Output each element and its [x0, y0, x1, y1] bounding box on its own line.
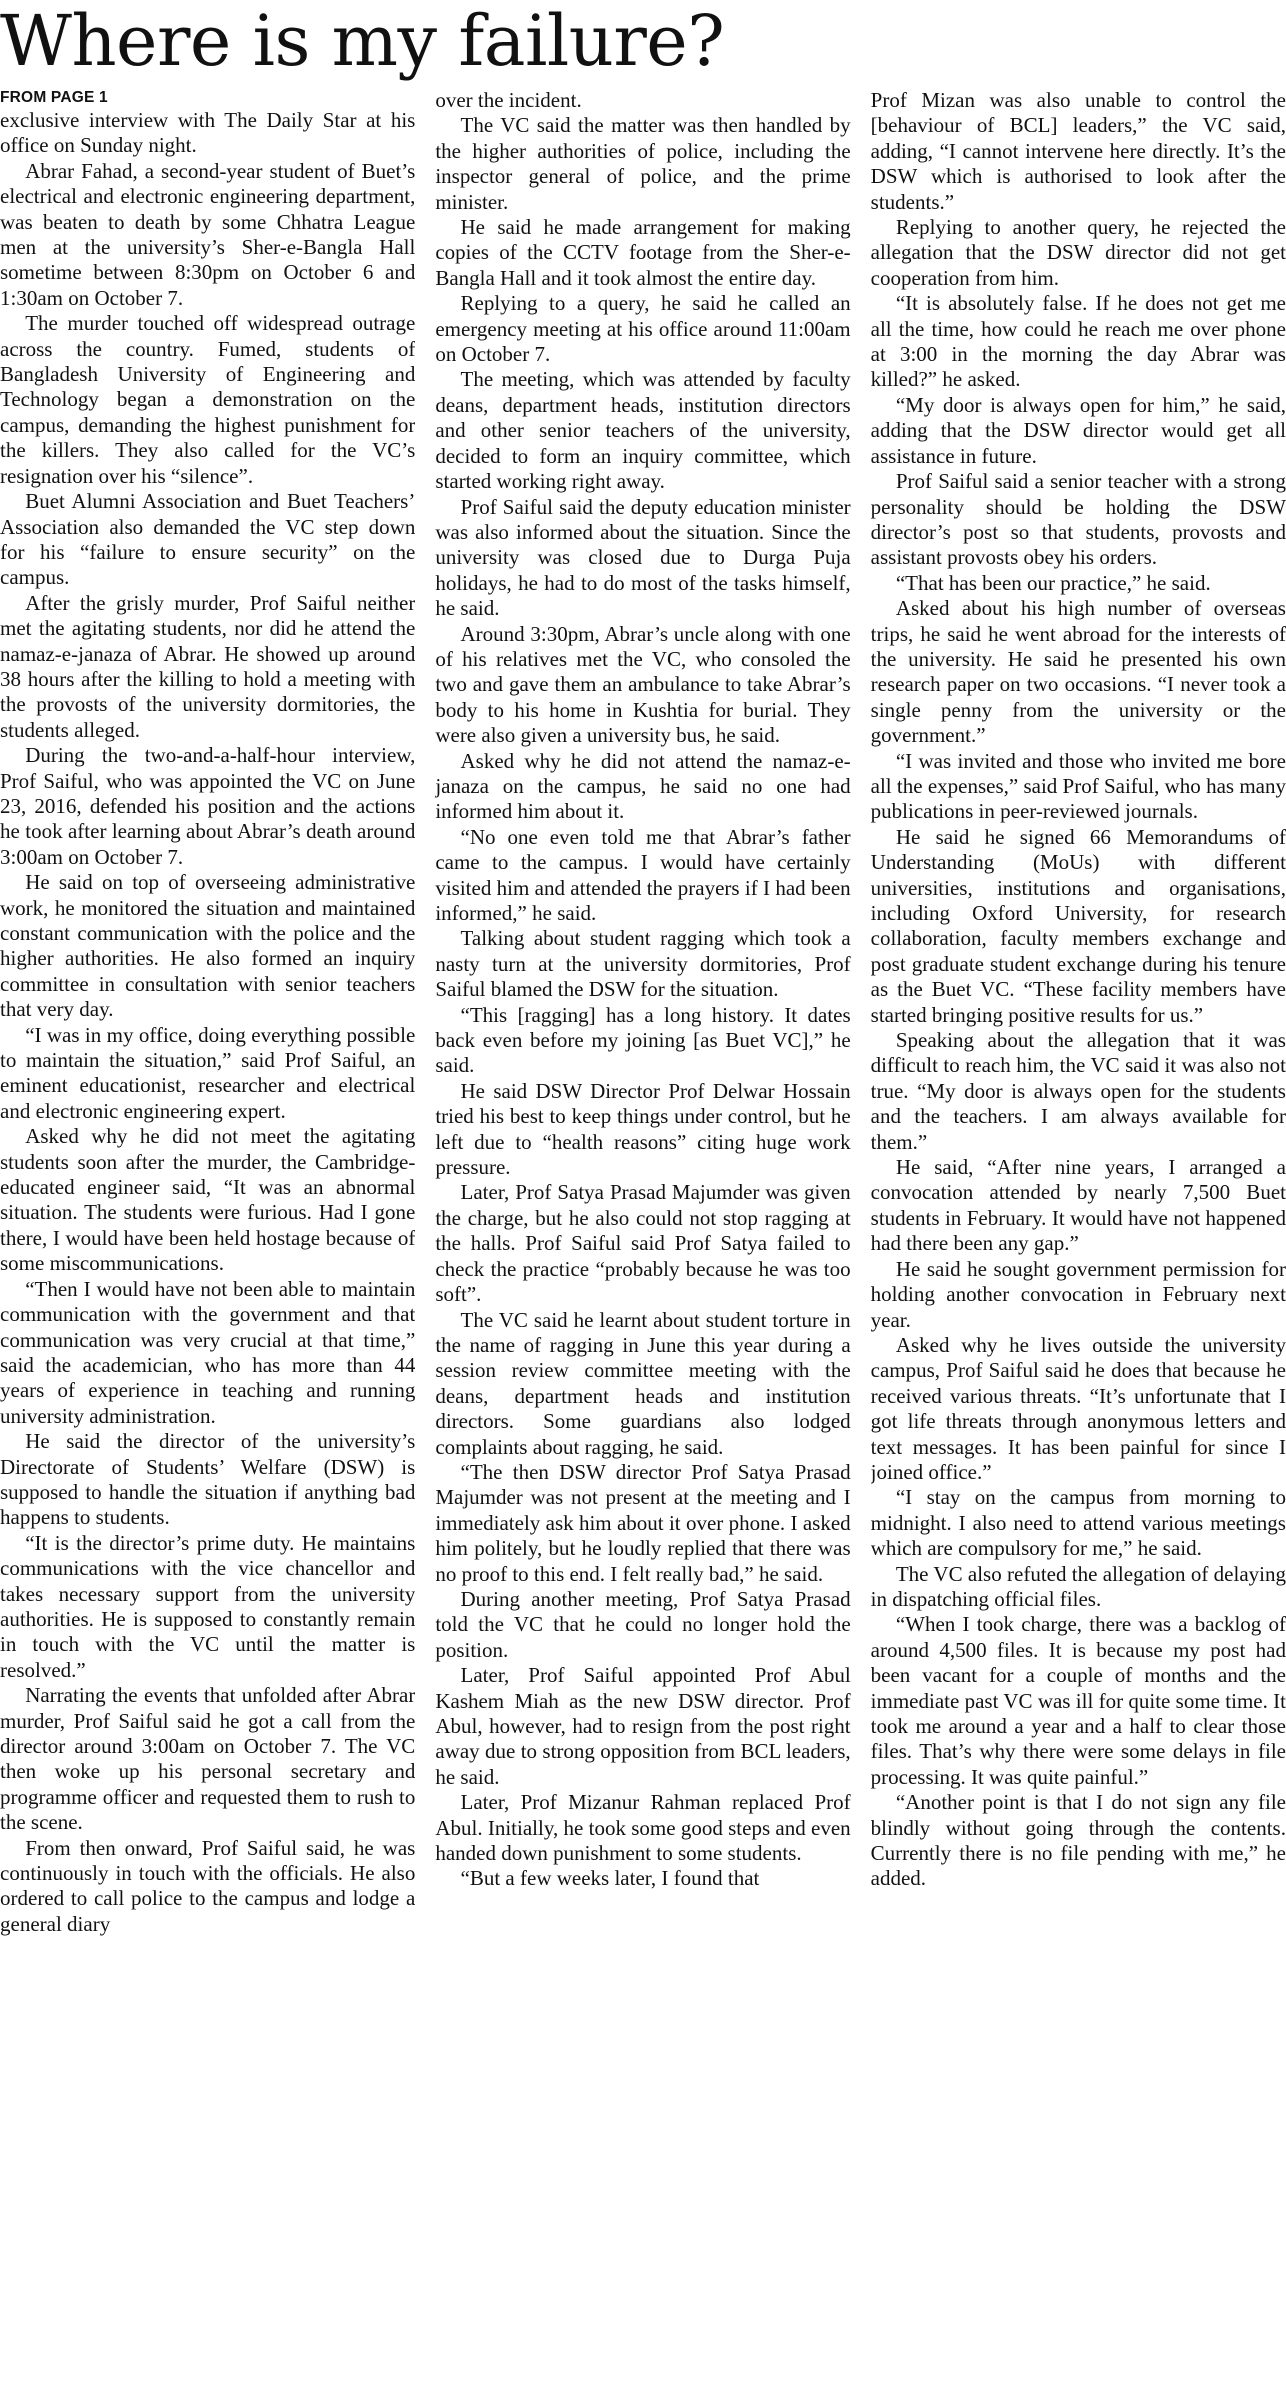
article-paragraph: Abrar Fahad, a second-year student of Buet’s electrical and electronic engineering department, was beaten to death by some Chhatra League men at the university’s Sher-e-Bangla Hall sometime between 8:30pm on October 6 and 1:30am on October 7.: [0, 158, 416, 310]
article-paragraph: After the grisly murder, Prof Saiful neither met the agitating students, nor did he attend the namaz-e-janaza of Abrar. He showed up around 38 hours after the killing to hold a meeting with the provosts of the university dormitories, the students alleged.: [0, 590, 416, 742]
article-paragraph: exclusive interview with The Daily Star at his office on Sunday night.: [0, 108, 416, 158]
article-paragraph: “But a few weeks later, I found that: [460, 1866, 760, 1891]
article-paragraph: Asked why he lives outside the university campus, Prof Saiful said he does that because he received various threats. “It’s unfortunate that I got life threats through anonymous letters and text messages. It has been painful for since I joined office.”: [870, 1332, 1286, 1484]
article-paragraph: Later, Prof Satya Prasad Majumder was given the charge, but he also could not stop ragging at the halls. Prof Saiful said Prof Satya failed to check the practice “probably because he was too soft”.: [435, 1180, 851, 1307]
article-paragraph: Asked about his high number of overseas trips, he said he went abroad for the interests of the university. He said he presented his own research paper on two occasions. “I never took a single penny from the university or the government.”: [870, 596, 1286, 748]
article-column-2: [435, 88, 850, 2398]
headline: Where is my failure?: [0, 0, 725, 82]
article-paragraph: Prof Mizan was also unable to control the [behaviour of BCL] leaders,” the VC said, adding, “I cannot intervene here directly. It’s the DSW which is authorised to look after the students.”: [870, 88, 1286, 214]
article-paragraph: Prof Saiful said the deputy education minister was also informed about the situation. Since the university was closed due to Durga Puja holidays, he had to do most of the tasks himself, he said.: [435, 494, 851, 621]
article-paragraph: From then onward, Prof Saiful said, he was continuously in touch with the officials. He also ordered to call police to the campus and lodge a general diary: [0, 1835, 416, 1936]
article-paragraph: Narrating the events that unfolded after Abrar murder, Prof Saiful said he got a call from the director around 3:00am on October 7. The VC then woke up his personal secretary and programme officer and requested them to rush to the scene.: [0, 1683, 416, 1835]
article-column-3: [871, 88, 1286, 2398]
article-paragraph: “I was invited and those who invited me bore all the expenses,” said Prof Saiful, who has many publications in peer-reviewed journals.: [870, 748, 1286, 824]
article-paragraph: During another meeting, Prof Satya Prasad told the VC that he could no longer hold the position.: [435, 1586, 851, 1662]
article-paragraph: Later, Prof Saiful appointed Prof Abul Kashem Miah as the new DSW director. Prof Abul, however, had to resign from the post right away due to strong opposition from BCL leaders, he said.: [435, 1663, 851, 1789]
article-column-1: [0, 88, 415, 2398]
dateline: FROM PAGE 1: [0, 89, 108, 106]
article-paragraph: He said, “After nine years, I arranged a convocation attended by nearly 7,500 Buet students in February. It would have not happened had there been any gap.”: [870, 1155, 1286, 1256]
article-paragraph: Later, Prof Mizanur Rahman replaced Prof Abul. Initially, he took some good steps and even handed down punishment to some students.: [435, 1790, 851, 1866]
article-paragraph: “The then DSW director Prof Satya Prasad Majumder was not present at the meeting and I immediately ask him about it over phone. I asked him politely, but he loudly replied that there was no proof to this end. I felt really bad,” he said.: [435, 1459, 851, 1586]
article-paragraph: He said the director of the university’s Directorate of Students’ Welfare (DSW) is supposed to handle the situation if anything bad happens to students.: [0, 1429, 416, 1530]
article-paragraph: He said DSW Director Prof Delwar Hossain tried his best to keep things under control, but he left due to “health reasons” citing huge work pressure.: [435, 1078, 851, 1180]
article-paragraph: He said he signed 66 Memorandums of Understanding (MoUs) with different universities, institutions and organisations, including Oxford University, for research collaboration, faculty members exchange and post graduate student exchange during his tenure as the Buet VC. “These facility members have started bringing positive results for us.”: [870, 824, 1286, 1027]
article-paragraph: “I stay on the campus from morning to midnight. I also need to attend various meetings which are compulsory for me,” he said.: [870, 1485, 1286, 1561]
article-paragraph: “That has been our practice,” he said.: [895, 570, 1211, 595]
article-paragraph: During the two-and-a-half-hour interview, Prof Saiful, who was appointed the VC on June 23, 2016, defended his position and the actions he took after learning about Abrar’s death around 3:00am on October 7.: [0, 743, 416, 869]
article-paragraph: The meeting, which was attended by faculty deans, department heads, institution directors and other senior teachers of the university, decided to form an inquiry committee, which started working right away.: [435, 367, 851, 494]
article-paragraph: Asked why he did not attend the namaz-e-janaza on the campus, he said no one had informed him about it.: [435, 748, 851, 824]
article-paragraph: “My door is always open for him,” he said, adding that the DSW director would get all assistance in future.: [870, 392, 1286, 468]
article-paragraph: “Another point is that I do not sign any file blindly without going through the contents. Currently there is no file pending with me,” he added.: [870, 1790, 1286, 1891]
article-paragraph: Buet Alumni Association and Buet Teachers’ Association also demanded the VC step down for his “failure to ensure security” on the campus.: [0, 489, 416, 590]
article-paragraph: “I was in my office, doing everything possible to maintain the situation,” said Prof Saiful, an eminent educationist, researcher and electrical and electronic engineering expert.: [0, 1022, 416, 1123]
article-paragraph: “It is absolutely false. If he does not get me all the time, how could he reach me over phone at 3:00 in the morning the day Abrar was killed?” he asked.: [870, 291, 1286, 392]
article-paragraph: “This [ragging] has a long history. It dates back even before my joining [as Buet VC],” he said.: [435, 1002, 851, 1078]
article-paragraph: He said he made arrangement for making copies of the CCTV footage from the Sher-e-Bangla Hall and it took almost the entire day.: [435, 215, 851, 290]
article-paragraph: The VC said the matter was then handled by the higher authorities of police, including the inspector general of police, and the prime minister.: [435, 113, 851, 214]
article-paragraph: Speaking about the allegation that it was difficult to reach him, the VC said it was also not true. “My door is always open for the students and the teachers. I am always available for them.”: [870, 1028, 1286, 1154]
article-paragraph: The VC said he learnt about student torture in the name of ragging in June this year during a session review committee meeting with the deans, department heads and institution directors. Some guardians also lodged complaints about ragging, he said.: [435, 1307, 851, 1459]
article-paragraph: He said he sought government permission for holding another convocation in February next year.: [870, 1256, 1286, 1332]
article-paragraph: over the incident.: [435, 88, 582, 112]
article-paragraph: Prof Saiful said a senior teacher with a strong personality should be holding the DSW director’s post so that students, provosts and assistant provosts obey his orders.: [870, 469, 1286, 570]
article-columns: [0, 88, 1286, 2398]
article-paragraph: Replying to another query, he rejected the allegation that the DSW director did not get cooperation from him.: [870, 215, 1286, 290]
article-paragraph: “Then I would have not been able to maintain communication with the government and that communication was very crucial at that time,” said the academician, who has more than 44 years of experience in teaching and running university administration.: [0, 1276, 416, 1428]
article-paragraph: Talking about student ragging which took a nasty turn at the university dormitories, Prof Saiful blamed the DSW for the situation.: [435, 926, 851, 1002]
article-paragraph: Asked why he did not meet the agitating students soon after the murder, the Cambridge-educated engineer said, “It was an abnormal situation. The students were furious. Had I gone there, I would have been held hostage because of some miscommunications.: [0, 1124, 416, 1276]
article-paragraph: “It is the director’s prime duty. He maintains communications with the vice chancellor and takes necessary support from the university authorities. He is supposed to constantly remain in touch with the VC until the matter is resolved.”: [0, 1530, 416, 1682]
article-paragraph: Around 3:30pm, Abrar’s uncle along with one of his relatives met the VC, who consoled the two and gave them an ambulance to take Abrar’s body to his home in Kushtia for burial. They were also given a university bus, he said.: [435, 621, 851, 748]
article-paragraph: Replying to a query, he said he called an emergency meeting at his office around 11:00am on October 7.: [435, 291, 851, 367]
article-paragraph: “No one even told me that Abrar’s father came to the campus. I would have certainly visited him and attended the prayers if I had been informed,” he said.: [435, 824, 851, 925]
article-paragraph: The VC also refuted the allegation of delaying in dispatching official files.: [870, 1561, 1286, 1611]
article-paragraph: The murder touched off widespread outrage across the country. Fumed, students of Bangladesh University of Engineering and Technology began a demonstration on the campus, demanding the highest punishment for the killers. They also called for the VC’s resignation over his “silence”.: [0, 311, 416, 488]
article-paragraph: He said on top of overseeing administrative work, he monitored the situation and maintained constant communication with the police and the higher authorities. He also formed an inquiry committee in consultation with senior teachers that very day.: [0, 870, 416, 1022]
article-paragraph: “When I took charge, there was a backlog of around 4,500 files. It is because my post had been vacant for a couple of months and the immediate past VC was ill for quite some time. It took me around a year and a half to clear those files. That’s why there were some delays in file processing. It was quite painful.”: [870, 1612, 1286, 1789]
